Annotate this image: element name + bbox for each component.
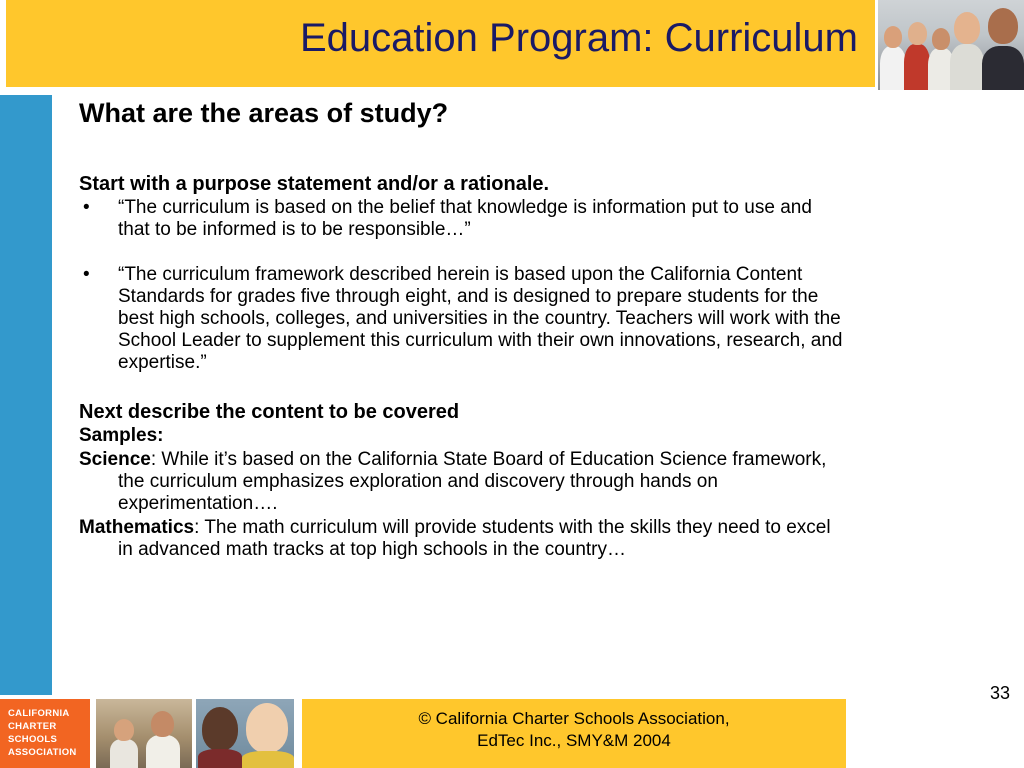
bullet-line: School Leader to supplement this curriculum with their own innovations, research, and xyxy=(118,330,843,351)
subject-label: Science xyxy=(79,449,151,470)
sample-line: in advanced math tracks at top high schools in the country… xyxy=(118,539,626,560)
sample-line: the curriculum emphasizes exploration and discovery through hands on xyxy=(118,471,718,492)
students-photo xyxy=(196,699,294,768)
bullet-line: “The curriculum is based on the belief that knowledge is information put to use and xyxy=(118,197,812,218)
bullet-line: that to be informed is to be responsible…” xyxy=(118,219,471,240)
bullet-item-1 xyxy=(79,197,999,241)
sample-text: : While it’s based on the California State Board of Education Science framework, xyxy=(150,449,827,470)
slide-title: Education Program: Curriculum xyxy=(300,16,858,60)
bullet-line: Standards for grades five through eight, and is designed to prepare students for the xyxy=(118,286,819,307)
logo-text: CALIFORNIA CHARTER SCHOOLS ASSOCIATION xyxy=(8,708,77,758)
copyright-box xyxy=(302,699,846,768)
samples-label: Samples: xyxy=(79,425,164,446)
slide-number: 33 xyxy=(990,683,1011,703)
classroom-photo xyxy=(96,699,192,768)
slide-content xyxy=(79,96,999,561)
content-heading: What are the areas of study? xyxy=(79,98,449,128)
bullet-marker: • xyxy=(83,197,90,218)
bullet-line: expertise.” xyxy=(118,352,207,373)
bullet-marker: • xyxy=(83,264,90,285)
bullet-item-2 xyxy=(79,264,999,374)
sample-mathematics xyxy=(79,517,999,561)
purpose-heading: Start with a purpose statement and/or a rationale. xyxy=(79,173,550,195)
content-covered-heading: Next describe the content to be covered xyxy=(79,401,460,423)
subject-label: Mathematics xyxy=(79,517,195,538)
title-bar xyxy=(6,0,875,87)
sample-text: : The math curriculum will provide students with the skills they need to excel xyxy=(194,517,831,538)
children-photo-top xyxy=(878,0,1024,90)
copyright-line-2: EdTec Inc., SMY&M 2004 xyxy=(477,731,671,750)
left-accent-bar xyxy=(0,95,52,695)
sample-line: experimentation…. xyxy=(118,493,278,514)
bullet-line: best high schools, colleges, and universities in the country. Teachers will work with the xyxy=(118,308,841,329)
copyright-line-1: © California Charter Schools Association, xyxy=(418,709,730,728)
csa-logo xyxy=(0,699,90,768)
sample-science xyxy=(79,449,999,515)
bullet-line: “The curriculum framework described herein is based upon the California Content xyxy=(118,264,803,285)
